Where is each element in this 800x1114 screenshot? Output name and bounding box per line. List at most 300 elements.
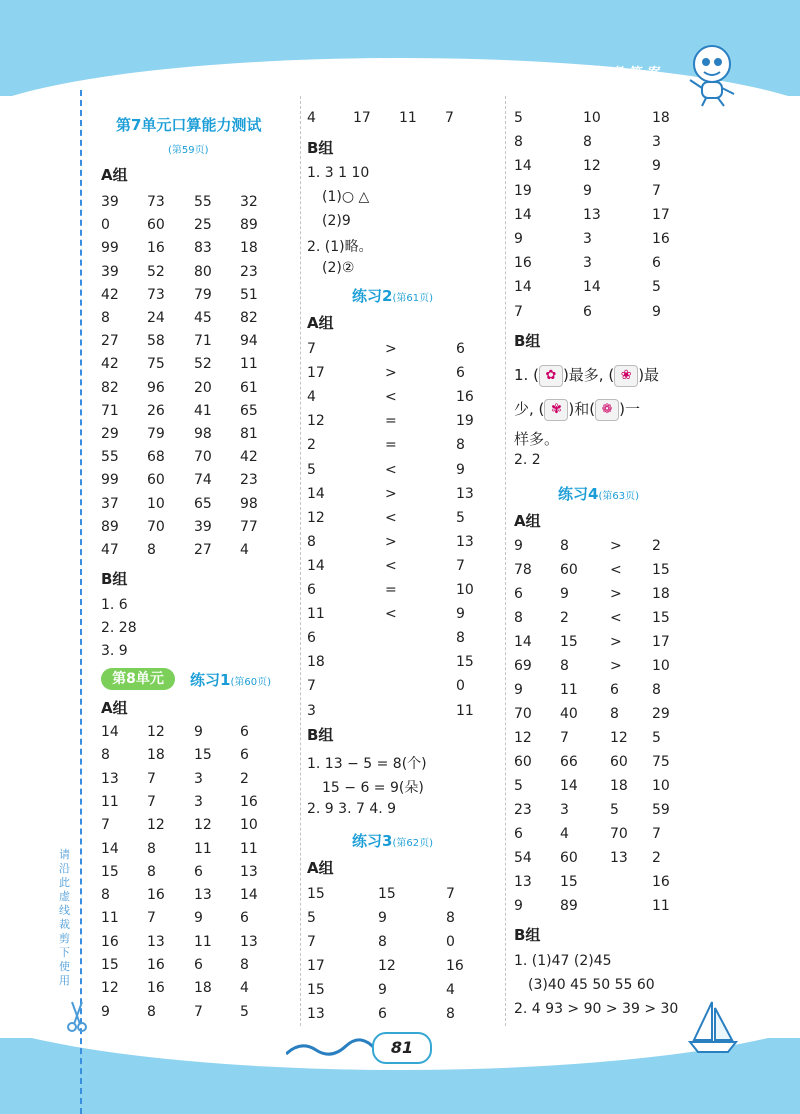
grid-cell: 9	[194, 910, 203, 927]
grid-cell: 60	[147, 472, 165, 489]
grid-cell: 52	[194, 356, 212, 373]
group-label: B组	[514, 332, 541, 350]
grid-cell: 4	[560, 826, 569, 842]
grid-cell: 42	[240, 449, 258, 466]
grid-cell: 12	[514, 730, 532, 746]
grid-cell: 14	[560, 778, 578, 794]
grid-cell: 42	[101, 356, 119, 373]
grid-cell: 9	[583, 182, 592, 199]
grid-cell: 94	[240, 333, 258, 350]
grid-cell: 16	[446, 958, 464, 974]
grid-cell: >	[385, 365, 397, 382]
grid-cell: 8	[101, 887, 110, 904]
grid-cell: 8	[560, 538, 569, 554]
grid-cell: 6	[194, 957, 203, 973]
unit7-page-ref: (第59页)	[168, 145, 209, 156]
grid-cell: >	[385, 533, 397, 550]
grid-cell: 52	[147, 263, 165, 280]
grid-cell: 75	[652, 754, 670, 770]
grid-cell: 4	[307, 110, 316, 126]
grid-cell: 7	[514, 303, 523, 320]
group-label: A组	[101, 166, 128, 184]
cut-note: 请沿此虚线裁剪下使用	[59, 848, 70, 987]
grid-cell: 6	[240, 747, 249, 764]
grid-cell: 78	[514, 562, 532, 578]
grid-cell: 70	[147, 518, 165, 535]
grid-cell: 7	[652, 182, 661, 199]
grid-cell: 11	[240, 356, 258, 373]
grid-cell: 3	[307, 702, 316, 719]
grid-cell: 60	[560, 562, 578, 578]
grid-cell: <	[385, 557, 397, 574]
grid-cell: 16	[147, 980, 165, 997]
grid-cell: 3	[194, 770, 203, 787]
group-label: B组	[307, 139, 334, 157]
grid-cell: 8	[446, 910, 455, 926]
grid-cell: 70	[610, 826, 628, 842]
practice-title: 练习1(第60页)	[190, 671, 271, 689]
grid-cell: 7	[101, 817, 110, 834]
answer-line: 1. 6	[101, 597, 128, 613]
grid-cell: 9	[514, 682, 523, 698]
grid-cell: 8	[610, 706, 619, 722]
column-divider	[505, 96, 506, 1026]
grid-cell: 17	[652, 634, 670, 650]
grid-cell: 12	[307, 509, 325, 526]
grid-cell: 13	[240, 933, 258, 950]
grid-cell: 3	[194, 793, 203, 810]
grid-cell: 82	[101, 379, 119, 396]
grid-cell: 70	[194, 449, 212, 466]
unit8-badge: 第8单元	[101, 668, 175, 690]
grid-cell: 13	[101, 770, 119, 787]
grid-cell: 9	[514, 231, 523, 247]
grid-cell: 7	[456, 557, 465, 574]
grid-cell: 16	[240, 793, 258, 810]
grid-cell: 11	[456, 702, 474, 719]
grid-cell: 40	[560, 706, 578, 722]
grid-cell: 5	[456, 509, 465, 526]
grid-cell: 8	[583, 134, 592, 151]
answer-line: 少, ( ✾ )和( ❁ )一	[514, 398, 640, 421]
grid-cell: 17	[307, 365, 325, 382]
grid-cell: 14	[514, 279, 532, 296]
grid-cell: >	[610, 538, 622, 554]
grid-cell: 8	[560, 658, 569, 674]
header-label: 参考答案	[594, 66, 667, 81]
grid-cell: 11	[194, 933, 212, 950]
grid-cell: 2	[240, 770, 249, 787]
grid-cell: >	[385, 341, 397, 357]
grid-cell: 17	[652, 206, 670, 223]
grid-cell: 5	[514, 110, 523, 126]
grid-cell: 10	[652, 778, 670, 794]
grid-cell: 8	[514, 610, 523, 626]
grid-cell: 58	[147, 333, 165, 350]
grid-cell: 59	[652, 802, 670, 818]
practice-title: 练习3(第62页)	[352, 832, 433, 850]
grid-cell: 13	[194, 887, 212, 904]
grid-cell: 55	[101, 449, 119, 466]
grid-cell: 18	[194, 980, 212, 997]
grid-cell: 89	[101, 518, 119, 535]
grid-cell: 13	[583, 206, 601, 223]
grid-cell: 61	[240, 379, 258, 396]
grid-cell: 6	[240, 910, 249, 927]
group-label: A组	[514, 512, 541, 530]
grid-cell: 5	[514, 778, 523, 794]
grid-cell: 29	[101, 426, 119, 442]
group-label: A组	[307, 314, 334, 332]
grid-cell: 9	[514, 898, 523, 914]
grid-cell: 60	[514, 754, 532, 770]
grid-cell: 99	[101, 240, 119, 257]
grid-cell: 83	[194, 240, 212, 257]
grid-cell: <	[385, 461, 397, 478]
grid-cell: 18	[652, 110, 670, 126]
grid-cell: 27	[194, 542, 212, 558]
grid-cell: 98	[240, 495, 258, 512]
grid-cell: 25	[194, 217, 212, 234]
grid-cell: 9	[378, 982, 387, 998]
answer-line: 2. 4 93 > 90 > 39 > 30	[514, 1001, 679, 1017]
grid-cell: 7	[147, 910, 156, 927]
grid-cell: 39	[194, 518, 212, 535]
grid-cell: =	[385, 413, 397, 430]
grid-cell: 51	[240, 286, 258, 303]
grid-cell: 8	[147, 840, 156, 857]
grid-cell: 73	[147, 194, 165, 210]
answer-line: (2)②	[322, 260, 355, 276]
grid-cell: 14	[240, 887, 258, 904]
grid-cell: 13	[456, 533, 474, 550]
grid-cell: 11	[101, 793, 119, 810]
grid-cell: >	[610, 658, 622, 674]
grid-cell: 3	[583, 255, 592, 272]
grid-cell: 9	[560, 586, 569, 602]
grid-cell: 69	[514, 658, 532, 674]
grid-cell: 2	[307, 437, 316, 454]
answer-line: 15 − 6 = 9(朵)	[322, 780, 424, 796]
grid-cell: 5	[240, 1003, 249, 1020]
grid-cell: 98	[194, 426, 212, 442]
practice-title: 练习4(第63页)	[558, 485, 639, 503]
grid-cell: 41	[194, 402, 212, 419]
flower-icon: ❀	[614, 365, 638, 387]
grid-cell: 10	[240, 817, 258, 834]
answer-line: 样多。	[514, 430, 560, 448]
grid-cell: 23	[240, 472, 258, 489]
grid-cell: 65	[194, 495, 212, 512]
grid-cell: 32	[240, 194, 258, 210]
grid-cell: 6	[456, 341, 465, 357]
grid-cell: 8	[307, 533, 316, 550]
grid-cell: 2	[652, 850, 661, 866]
grid-cell: =	[385, 437, 397, 454]
grid-cell: 37	[101, 495, 119, 512]
grid-cell: 16	[652, 231, 670, 247]
grid-cell: 9	[194, 724, 203, 740]
grid-cell: 15	[456, 654, 474, 671]
answer-line: (2)9	[322, 213, 351, 229]
grid-cell: 47	[101, 542, 119, 558]
grid-cell: 39	[101, 194, 119, 210]
grid-cell: 73	[147, 286, 165, 303]
grid-cell: 16	[147, 957, 165, 973]
grid-cell: 20	[194, 379, 212, 396]
column-divider	[300, 96, 301, 1026]
grid-cell: 5	[610, 802, 619, 818]
grid-cell: 8	[378, 934, 387, 950]
grid-cell: 6	[610, 682, 619, 698]
grid-cell: 68	[147, 449, 165, 466]
grid-cell: 12	[147, 724, 165, 740]
grid-cell: 45	[194, 310, 212, 326]
grid-cell: 8	[456, 437, 465, 454]
grid-cell: 0	[446, 934, 455, 950]
grid-cell: 54	[514, 850, 532, 866]
grid-cell: 14	[101, 724, 119, 740]
grid-cell: 79	[194, 286, 212, 303]
answer-line: 1. ( ✿ )最多, ( ❀ )最	[514, 364, 659, 387]
grid-cell: 11	[399, 110, 417, 126]
grid-cell: 6	[378, 1006, 387, 1022]
grid-cell: 26	[147, 402, 165, 419]
grid-cell: 82	[240, 310, 258, 326]
grid-cell: 2	[560, 610, 569, 626]
grid-cell: 8	[147, 542, 156, 558]
grid-cell: 9	[652, 158, 661, 175]
grid-cell: 9	[456, 606, 465, 623]
answer-line: 2. (1)略。	[307, 239, 373, 255]
grid-cell: 9	[101, 1003, 110, 1020]
grid-cell: 7	[307, 678, 316, 695]
grid-cell: <	[385, 509, 397, 526]
grid-cell: 8	[101, 747, 110, 764]
grid-cell: 16	[652, 874, 670, 890]
grid-cell: 8	[446, 1006, 455, 1022]
grid-cell: 4	[307, 389, 316, 406]
grid-cell: 14	[583, 279, 601, 296]
grid-cell: 60	[560, 850, 578, 866]
grid-cell: 18	[307, 654, 325, 671]
grid-cell: 79	[147, 426, 165, 442]
answer-line: (3)40 45 50 55 60	[528, 977, 655, 993]
group-label: A组	[101, 699, 128, 717]
grid-cell: 6	[307, 630, 316, 647]
grid-cell: 9	[378, 910, 387, 926]
grid-cell: 18	[610, 778, 628, 794]
grid-cell: 70	[514, 706, 532, 722]
grid-cell: 12	[194, 817, 212, 834]
grid-cell: <	[385, 389, 397, 406]
grid-cell: 16	[101, 933, 119, 950]
grid-cell: 15	[378, 886, 396, 902]
grid-cell: 19	[456, 413, 474, 430]
grid-cell: 6	[456, 365, 465, 382]
grid-cell: 11	[560, 682, 578, 698]
grid-cell: 8	[456, 630, 465, 647]
grid-cell: 8	[652, 682, 661, 698]
grid-cell: >	[610, 634, 622, 650]
grid-cell: 3	[560, 802, 569, 818]
grid-cell: 9	[456, 461, 465, 478]
grid-cell: 15	[194, 747, 212, 764]
grid-cell: 15	[101, 863, 119, 880]
cut-line	[80, 90, 82, 1114]
grid-cell: 13	[456, 485, 474, 502]
grid-cell: 55	[194, 194, 212, 210]
answer-line: 2. 2	[514, 452, 541, 468]
grid-cell: 6	[514, 826, 523, 842]
practice-title: 练习2(第61页)	[352, 287, 433, 305]
grid-cell: 10	[147, 495, 165, 512]
grid-cell: 15	[652, 562, 670, 578]
grid-cell: 4	[446, 982, 455, 998]
grid-cell: <	[610, 610, 622, 626]
grid-cell: 8	[514, 134, 523, 151]
flower-icon: ✿	[539, 365, 563, 387]
grid-cell: 29	[652, 706, 670, 722]
grid-cell: 60	[147, 217, 165, 234]
grid-cell: 6	[307, 582, 316, 598]
grid-cell: =	[385, 582, 397, 598]
unit7-title: 第7单元口算能力测试	[116, 116, 262, 134]
grid-cell: 80	[194, 263, 212, 280]
grid-cell: 12	[610, 730, 628, 746]
grid-cell: 6	[240, 724, 249, 740]
grid-cell: 89	[240, 217, 258, 234]
grid-cell: 2	[652, 538, 661, 554]
grid-cell: 7	[652, 826, 661, 842]
grid-cell: 5	[307, 461, 316, 478]
answer-line: 1. 3 1 10	[307, 165, 370, 181]
grid-cell: 18	[652, 586, 670, 602]
grid-cell: 16	[147, 240, 165, 257]
grid-cell: 4	[240, 542, 249, 558]
grid-cell: 15	[652, 610, 670, 626]
grid-cell: 13	[240, 863, 258, 880]
grid-cell: 6	[194, 863, 203, 880]
grid-cell: 9	[652, 303, 661, 320]
sailboat-icon	[686, 1000, 740, 1056]
grid-cell: 8	[240, 957, 249, 973]
grid-cell: 14	[101, 840, 119, 857]
grid-cell: 99	[101, 472, 119, 489]
grid-cell: 14	[514, 158, 532, 175]
grid-cell: 7	[307, 934, 316, 950]
grid-cell: 7	[194, 1003, 203, 1020]
grid-cell: 71	[101, 402, 119, 419]
grid-cell: 17	[307, 958, 325, 974]
grid-cell: 8	[147, 863, 156, 880]
grid-cell: 66	[560, 754, 578, 770]
grid-cell: 17	[353, 110, 371, 126]
answer-line: 2. 9 3. 7 4. 9	[307, 801, 397, 817]
grid-cell: 12	[147, 817, 165, 834]
grid-cell: 5	[307, 910, 316, 926]
grid-cell: >	[385, 485, 397, 502]
grid-cell: 5	[652, 730, 661, 746]
grid-cell: 19	[514, 182, 532, 199]
grid-cell: 11	[101, 910, 119, 927]
grid-cell: 11	[240, 840, 258, 857]
grid-cell: 39	[101, 263, 119, 280]
grid-cell: 15	[307, 886, 325, 902]
grid-cell: 81	[240, 426, 258, 442]
grid-cell: 12	[101, 980, 119, 997]
answer-line: 3. 9	[101, 643, 128, 659]
grid-cell: 11	[307, 606, 325, 623]
grid-cell: 65	[240, 402, 258, 419]
answer-line: (1)○ △	[322, 189, 370, 205]
grid-cell: 7	[445, 110, 454, 126]
grid-cell: 24	[147, 310, 165, 326]
grid-cell: 14	[514, 206, 532, 223]
grid-cell: 11	[194, 840, 212, 857]
grid-cell: 7	[147, 770, 156, 787]
grid-cell: 13	[610, 850, 628, 866]
grid-cell: 9	[514, 538, 523, 554]
grid-cell: 8	[101, 310, 110, 326]
grid-cell: >	[610, 586, 622, 602]
grid-cell: 15	[560, 634, 578, 650]
grid-cell: 3	[583, 231, 592, 247]
grid-cell: 18	[240, 240, 258, 257]
grid-cell: 71	[194, 333, 212, 350]
grid-cell: 3	[652, 134, 661, 151]
grid-cell: 10	[456, 582, 474, 598]
wave-icon	[286, 1036, 376, 1058]
group-label: B组	[307, 726, 334, 744]
grid-cell: 10	[583, 110, 601, 126]
grid-cell: 14	[514, 634, 532, 650]
mascot-icon	[684, 38, 744, 108]
grid-cell: 23	[240, 263, 258, 280]
grid-cell: 13	[147, 933, 165, 950]
grid-cell: 14	[307, 485, 325, 502]
grid-cell: 13	[514, 874, 532, 890]
grid-cell: 23	[514, 802, 532, 818]
group-label: B组	[101, 570, 128, 588]
grid-cell: 14	[307, 557, 325, 574]
grid-cell: 5	[652, 279, 661, 296]
grid-cell: 12	[378, 958, 396, 974]
scissors-icon	[66, 1000, 88, 1034]
grid-cell: 75	[147, 356, 165, 373]
flower-icon: ❁	[595, 399, 619, 421]
grid-cell: 12	[307, 413, 325, 430]
grid-cell: 12	[583, 158, 601, 175]
grid-cell: 7	[446, 886, 455, 902]
grid-cell: 16	[147, 887, 165, 904]
grid-cell: 16	[514, 255, 532, 272]
grid-cell: 27	[101, 333, 119, 350]
grid-cell: 16	[456, 389, 474, 406]
group-label: A组	[307, 859, 334, 877]
flower-icon: ✾	[544, 399, 568, 421]
grid-cell: 6	[514, 586, 523, 602]
grid-cell: 7	[560, 730, 569, 746]
grid-cell: 7	[307, 341, 316, 357]
grid-cell: 77	[240, 518, 258, 535]
grid-cell: <	[385, 606, 397, 623]
grid-cell: 42	[101, 286, 119, 303]
grid-cell: 11	[652, 898, 670, 914]
grid-cell: 15	[101, 957, 119, 973]
grid-cell: 6	[583, 303, 592, 320]
grid-cell: 10	[652, 658, 670, 674]
